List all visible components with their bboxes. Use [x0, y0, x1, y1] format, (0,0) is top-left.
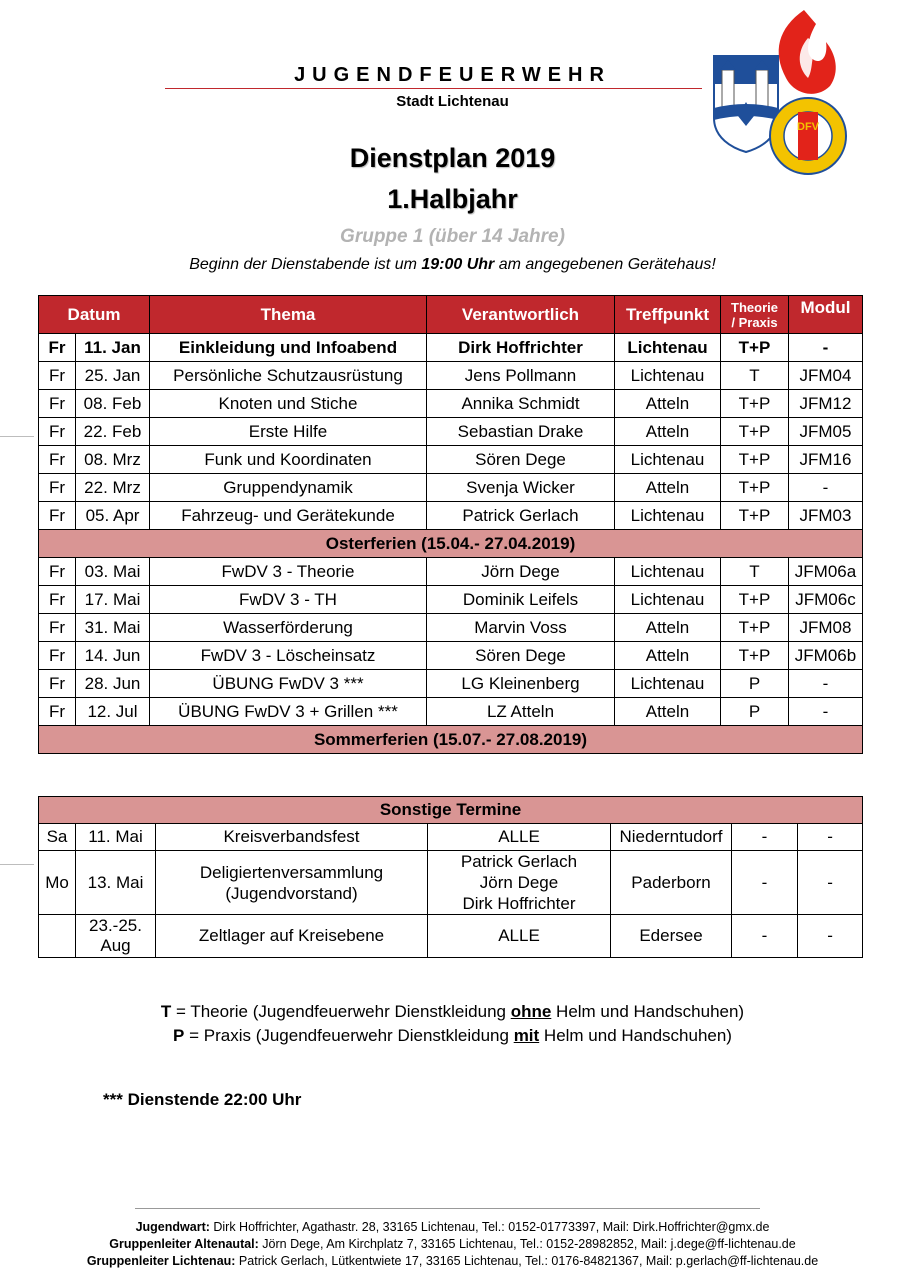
- cell-place: Atteln: [615, 642, 721, 670]
- cell-day: Fr: [39, 362, 76, 390]
- cell-topic: ÜBUNG FwDV 3 + Grillen ***: [150, 698, 427, 726]
- dfv-badge-icon: [770, 98, 846, 174]
- cell-responsible: Marvin Voss: [427, 614, 615, 642]
- legend-text: = Praxis (Jugendfeuerwehr Dienstkleidung: [184, 1026, 514, 1045]
- cell-day: Fr: [39, 390, 76, 418]
- cell-day: Fr: [39, 474, 76, 502]
- cell-place: Lichtenau: [615, 586, 721, 614]
- legend-practice: [0, 1026, 905, 1046]
- schedule-rows-part1: [39, 334, 863, 530]
- cell-module: -: [798, 915, 863, 958]
- margin-mark: [0, 864, 34, 865]
- header-rule: [165, 88, 702, 89]
- cell-module: JFM03: [789, 502, 863, 530]
- legend-text: Helm und Handschuhen): [539, 1026, 732, 1045]
- schedule-table: [38, 295, 863, 754]
- cell-topic: Gruppendynamik: [150, 474, 427, 502]
- cell-date: 17. Mai: [76, 586, 150, 614]
- responsible-name: Dirk Hoffrichter: [462, 894, 576, 913]
- cell-day: Fr: [39, 558, 76, 586]
- table-row: [39, 586, 863, 614]
- cell-responsible: Jens Pollmann: [427, 362, 615, 390]
- legend-theory: [0, 1002, 905, 1022]
- cell-topic: Kreisverbandsfest: [156, 824, 428, 851]
- footer-line-altenautal: [0, 1237, 905, 1251]
- cell-responsible: ALLE: [428, 915, 611, 958]
- table-row: [39, 915, 863, 958]
- cell-topic: FwDV 3 - TH: [150, 586, 427, 614]
- cell-place: Atteln: [615, 474, 721, 502]
- cell-module: JFM06a: [789, 558, 863, 586]
- holiday-label: Osterferien (15.04.- 27.04.2019): [39, 530, 863, 558]
- legend-key: P: [173, 1026, 185, 1045]
- footer-text: Patrick Gerlach, Lütkentwiete 17, 33165 Lichtenau, Tel.: 0176-84821367, Mail: p.gerlach@ff-lichtenau.de: [235, 1254, 819, 1268]
- cell-place: Edersee: [611, 915, 732, 958]
- cell-day: Fr: [39, 698, 76, 726]
- cell-topic: Erste Hilfe: [150, 418, 427, 446]
- cell-place: Atteln: [615, 698, 721, 726]
- cell-theory-practice: T+P: [721, 642, 789, 670]
- cell-responsible: Sebastian Drake: [427, 418, 615, 446]
- cell-date: 28. Jun: [76, 670, 150, 698]
- cell-topic: Deligiertenversammlung (Jugendvorstand): [156, 851, 428, 915]
- cell-day: Fr: [39, 670, 76, 698]
- cell-date: 08. Feb: [76, 390, 150, 418]
- cell-place: Paderborn: [611, 851, 732, 915]
- cell-topic: Persönliche Schutzausrüstung: [150, 362, 427, 390]
- cell-responsible: Svenja Wicker: [427, 474, 615, 502]
- cell-topic: Fahrzeug- und Gerätekunde: [150, 502, 427, 530]
- cell-date: 05. Apr: [76, 502, 150, 530]
- cell-topic: Funk und Koordinaten: [150, 446, 427, 474]
- cell-place: Lichtenau: [615, 446, 721, 474]
- start-time-note: [0, 256, 905, 274]
- cell-theory-practice: T+P: [721, 418, 789, 446]
- cell-responsible: Annika Schmidt: [427, 390, 615, 418]
- cell-theory-practice: -: [732, 824, 798, 851]
- footer-rule: [135, 1208, 760, 1209]
- cell-responsible: Dominik Leifels: [427, 586, 615, 614]
- responsible-name: Jörn Dege: [479, 873, 559, 892]
- cell-date: 22. Feb: [76, 418, 150, 446]
- table-row: [39, 446, 863, 474]
- table-row: [39, 418, 863, 446]
- cell-module: -: [798, 824, 863, 851]
- col-header-datum: Datum: [39, 296, 150, 334]
- cell-day: Fr: [39, 642, 76, 670]
- cell-theory-practice: -: [732, 851, 798, 915]
- legend-emphasis: ohne: [510, 1002, 552, 1021]
- table-row: [39, 698, 863, 726]
- cell-module: JFM08: [789, 614, 863, 642]
- cell-topic: Wasserförderung: [150, 614, 427, 642]
- cell-place: Lichtenau: [615, 334, 721, 362]
- cell-responsible: Sören Dege: [427, 642, 615, 670]
- cell-date: 11. Jan: [76, 334, 150, 362]
- cell-day: Mo: [39, 851, 76, 915]
- page-title: Dienstplan 2019: [349, 143, 556, 173]
- table-row: [39, 642, 863, 670]
- cell-place: Lichtenau: [615, 670, 721, 698]
- schedule-rows-part2: [39, 558, 863, 726]
- cell-day: Fr: [39, 418, 76, 446]
- table-row: [39, 614, 863, 642]
- cell-responsible: Dirk Hoffrichter: [427, 334, 615, 362]
- jugendfeuerwehr-logo: [708, 8, 848, 184]
- other-header-row: [39, 797, 863, 824]
- cell-place: Lichtenau: [615, 502, 721, 530]
- cell-topic: FwDV 3 - Theorie: [150, 558, 427, 586]
- schedule-header-row: [39, 296, 863, 334]
- cell-module: -: [789, 698, 863, 726]
- cell-theory-practice: T: [721, 362, 789, 390]
- end-time-note: *** Dienstende 22:00 Uhr: [103, 1090, 302, 1109]
- cell-theory-practice: P: [721, 698, 789, 726]
- other-appointments-table: [38, 796, 863, 958]
- table-row: [39, 670, 863, 698]
- cell-date: 22. Mrz: [76, 474, 150, 502]
- cell-date: 14. Jun: [76, 642, 150, 670]
- cell-topic: ÜBUNG FwDV 3 ***: [150, 670, 427, 698]
- col-header-thema: Thema: [150, 296, 427, 334]
- note-text-end: am angegebenen Gerätehaus!: [494, 256, 716, 273]
- cell-responsible: LZ Atteln: [427, 698, 615, 726]
- table-row: [39, 851, 863, 915]
- cell-theory-practice: T+P: [721, 586, 789, 614]
- note-text: Beginn der Dienstabende ist um: [189, 256, 422, 273]
- cell-theory-practice: T+P: [721, 446, 789, 474]
- cell-day: Fr: [39, 334, 76, 362]
- cell-responsible: ALLE: [428, 824, 611, 851]
- table-row: [39, 502, 863, 530]
- footer-text: Jörn Dege, Am Kirchplatz 7, 33165 Lichtenau, Tel.: 0152-28982852, Mail: j.dege@ff-lichtenau.de: [258, 1237, 796, 1251]
- footer-role: Gruppenleiter Lichtenau:: [86, 1254, 236, 1268]
- cell-module: -: [798, 851, 863, 915]
- city-shield-icon: [714, 56, 778, 152]
- cell-module: JFM16: [789, 446, 863, 474]
- cell-day: Fr: [39, 502, 76, 530]
- cell-responsible: Patrick Gerlach: [427, 502, 615, 530]
- cell-module: -: [789, 474, 863, 502]
- cell-theory-practice: T+P: [721, 474, 789, 502]
- cell-place: Lichtenau: [615, 362, 721, 390]
- margin-mark: [0, 436, 34, 437]
- cell-date: 31. Mai: [76, 614, 150, 642]
- footer-text: Dirk Hoffrichter, Agathastr. 28, 33165 Lichtenau, Tel.: 0152-01773397, Mail: Dirk.Hoffrichter@gmx.de: [209, 1220, 770, 1234]
- cell-date: 12. Jul: [76, 698, 150, 726]
- cell-responsible: Sören Dege: [427, 446, 615, 474]
- legend-text: = Theorie (Jugendfeuerwehr Dienstkleidung: [171, 1002, 511, 1021]
- cell-day: Fr: [39, 586, 76, 614]
- organization-title: JUGENDFEUERWEHR: [294, 64, 611, 86]
- footer-role: Gruppenleiter Altenautal:: [109, 1237, 259, 1251]
- city-name: Stadt Lichtenau: [396, 93, 509, 110]
- cell-responsible: [428, 851, 611, 915]
- cell-module: JFM12: [789, 390, 863, 418]
- cell-topic: FwDV 3 - Löscheinsatz: [150, 642, 427, 670]
- cell-module: JFM06b: [789, 642, 863, 670]
- table-row: [39, 558, 863, 586]
- legend-key: T: [160, 1002, 172, 1021]
- cell-day: Fr: [39, 446, 76, 474]
- legend-text: Helm und Handschuhen): [551, 1002, 745, 1021]
- page-subtitle: 1.Halbjahr: [387, 184, 518, 214]
- cell-date: 23.-25. Aug: [76, 915, 156, 958]
- note-time: 19:00 Uhr: [421, 256, 495, 273]
- cell-theory-practice: P: [721, 670, 789, 698]
- footer-line-lichtenau: [0, 1254, 905, 1268]
- cell-day: [39, 915, 76, 958]
- table-row: [39, 362, 863, 390]
- col-header-verantwortlich: Verantwortlich: [427, 296, 615, 334]
- cell-date: 11. Mai: [76, 824, 156, 851]
- table-row: [39, 824, 863, 851]
- cell-date: 03. Mai: [76, 558, 150, 586]
- cell-place: Atteln: [615, 390, 721, 418]
- tp-line2: / Praxis: [731, 314, 778, 330]
- cell-place: Atteln: [615, 418, 721, 446]
- cell-day: Fr: [39, 614, 76, 642]
- tp-line1: Theorie: [731, 299, 778, 315]
- cell-theory-practice: T+P: [721, 502, 789, 530]
- table-row: [39, 474, 863, 502]
- cell-date: 08. Mrz: [76, 446, 150, 474]
- cell-module: JFM05: [789, 418, 863, 446]
- cell-theory-practice: T+P: [721, 614, 789, 642]
- holiday-row-easter: [39, 530, 863, 558]
- col-header-theorie-praxis: [721, 296, 789, 334]
- cell-place: Atteln: [615, 614, 721, 642]
- cell-theory-practice: T: [721, 558, 789, 586]
- cell-module: JFM06c: [789, 586, 863, 614]
- holiday-row-summer: [39, 726, 863, 754]
- cell-topic: Einkleidung und Infoabend: [150, 334, 427, 362]
- holiday-label: Sommerferien (15.07.- 27.08.2019): [39, 726, 863, 754]
- responsible-name: Patrick Gerlach: [460, 852, 578, 871]
- cell-topic: Zeltlager auf Kreisebene: [156, 915, 428, 958]
- cell-date: 13. Mai: [76, 851, 156, 915]
- cell-day: Sa: [39, 824, 76, 851]
- cell-place: Lichtenau: [615, 558, 721, 586]
- cell-date: 25. Jan: [76, 362, 150, 390]
- cell-topic: Knoten und Stiche: [150, 390, 427, 418]
- other-title: Sonstige Termine: [39, 797, 863, 824]
- table-row: [39, 390, 863, 418]
- cell-theory-practice: -: [732, 915, 798, 958]
- legend-emphasis: mit: [513, 1026, 540, 1045]
- group-label: Gruppe 1 (über 14 Jahre): [340, 226, 565, 247]
- table-row: [39, 334, 863, 362]
- cell-module: JFM04: [789, 362, 863, 390]
- cell-theory-practice: T+P: [721, 334, 789, 362]
- cell-module: -: [789, 670, 863, 698]
- cell-module: -: [789, 334, 863, 362]
- footer-line-jugendwart: [0, 1220, 905, 1234]
- svg-text:DFV: DFV: [797, 121, 819, 133]
- cell-place: Niederntudorf: [611, 824, 732, 851]
- cell-theory-practice: T+P: [721, 390, 789, 418]
- col-header-treffpunkt: Treffpunkt: [615, 296, 721, 334]
- cell-responsible: LG Kleinenberg: [427, 670, 615, 698]
- cell-responsible: Jörn Dege: [427, 558, 615, 586]
- col-header-modul: Modul: [789, 296, 863, 334]
- footer-role: Jugendwart:: [135, 1220, 210, 1234]
